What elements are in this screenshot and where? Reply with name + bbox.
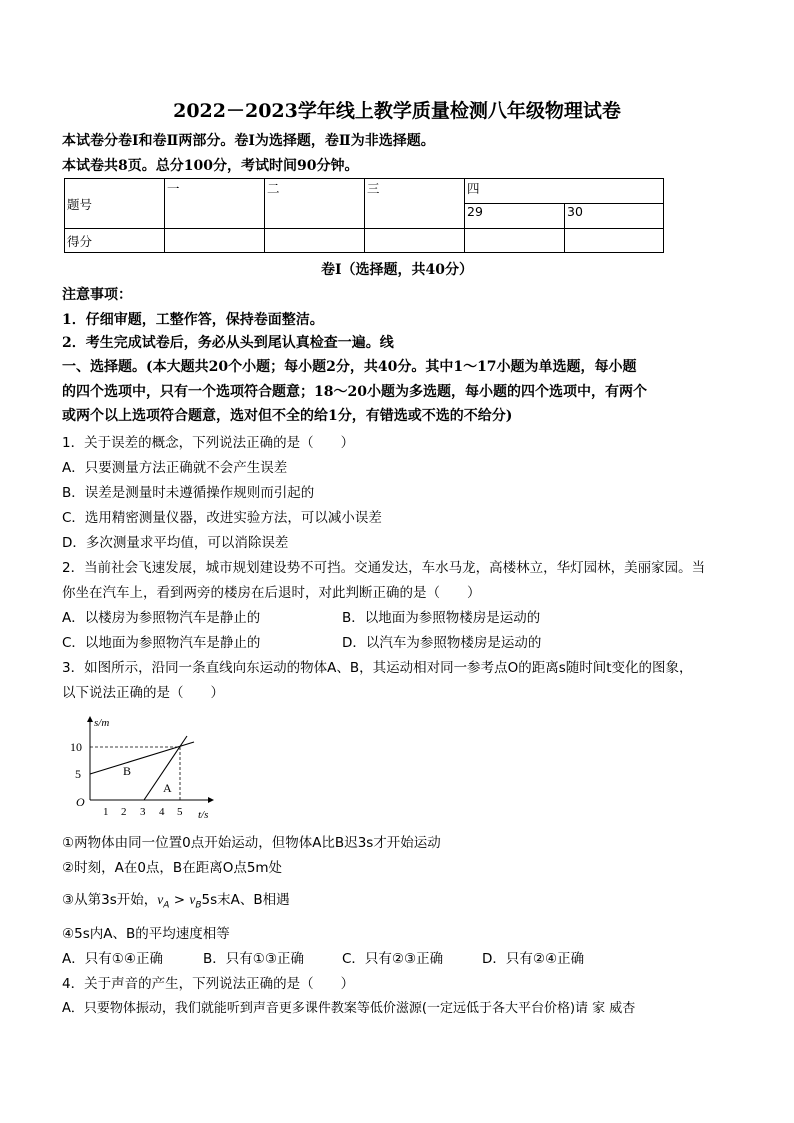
- q2-option-d: D．以汽车为参照物楼房是运动的: [342, 635, 542, 651]
- q3-s3-prefix: ③从第3s开始，: [62, 892, 158, 908]
- score-table-header-score: 得分: [65, 229, 165, 253]
- score-cell-3: [365, 229, 465, 253]
- score-table-col-1: 一: [165, 179, 265, 229]
- graph-label-a: A: [163, 781, 172, 795]
- q4-option-a: A．只要物体振动，我们就能听到声音更多课件教案等低价滋源(一定远低于各大平台价格)请 家 威杏: [62, 1001, 636, 1016]
- notes-title: 注意事项：: [62, 287, 132, 303]
- graph-x-arrow: [208, 797, 214, 803]
- score-cell-2: [265, 229, 365, 253]
- graph-x-tick-1: 1: [103, 806, 109, 818]
- graph-y-tick-10: 10: [70, 740, 82, 754]
- score-table-col-4: 四: [465, 179, 664, 204]
- q2-option-c: C．以地面为参照物汽车是静止的: [62, 635, 261, 651]
- score-table: [64, 178, 664, 253]
- score-table-col-4a: 29: [465, 204, 565, 229]
- section1-line-2: 的四个选项中，只有一个选项符合题意；18～20小题为多选题，每小题的四个选项中，有两个: [62, 384, 647, 400]
- q1-option-c: C．选用精密测量仪器，改进实验方法，可以减小误差: [62, 510, 382, 526]
- q2-stem-line-2: 你坐在汽车上，看到两旁的楼房在后退时，对此判断正确的是（ ）: [62, 585, 481, 601]
- score-table-col-2: 二: [265, 179, 365, 229]
- q3-statement-1: ①两物体由同一位置0点开始运动，但物体A比B迟3s才开始运动: [62, 835, 441, 851]
- q2-stem-line-1: 2．当前社会飞速发展，城市规划建设势不可挡。交通发达，车水马龙，高楼林立，华灯园林，美丽家园。当: [62, 560, 706, 576]
- note-1: 1．仔细审题，工整作答，保持卷面整洁。: [62, 312, 324, 328]
- q3-stem-line-1: 3．如图所示，沿同一条直线向东运动的物体A、B，其运动相对同一参考点O的距离s随时间t变化的图象，: [62, 660, 693, 676]
- section1-line-3: 或两个以上选项符合题意，选对但不全的给1分，有错选或不选的不给分): [62, 408, 513, 424]
- graph-y-tick-5: 5: [75, 767, 81, 781]
- score-table-col-4b: 30: [565, 204, 664, 229]
- q3-motion-graph: [70, 712, 220, 824]
- graph-x-label: t/s: [198, 809, 209, 821]
- graph-origin: O: [76, 795, 85, 809]
- q1-option-b: B．误差是测量时未遵循操作规则而引起的: [62, 485, 315, 501]
- score-cell-1: [165, 229, 265, 253]
- graph-x-tick-4: 4: [159, 806, 165, 818]
- q3-s3-va-sub: A: [163, 900, 170, 911]
- q1-option-d: D．多次测量求平均值，可以消除误差: [62, 535, 289, 551]
- q3-statement-4: ④5s内A、B的平均速度相等: [62, 926, 230, 942]
- q2-option-b: B．以地面为参照物楼房是运动的: [342, 610, 541, 626]
- graph-y-label: s/m: [94, 717, 110, 729]
- volume-title: 卷Ⅰ（选择题，共40分）: [320, 262, 474, 278]
- intro-line-1: 本试卷分卷Ⅰ和卷Ⅱ两部分。卷Ⅰ为选择题，卷Ⅱ为非选择题。: [62, 133, 435, 149]
- q3-s3-gt: >: [169, 892, 190, 908]
- graph-label-b: B: [123, 764, 132, 778]
- q3-statement-3: [62, 890, 290, 916]
- q3-option-a: A．只有①④正确: [62, 951, 163, 967]
- q1-option-a: A．只要测量方法正确就不会产生误差: [62, 460, 288, 476]
- graph-x-tick-2: 2: [121, 806, 127, 818]
- intro-line-2: 本试卷共8页。总分100分，考试时间90分钟。: [62, 158, 359, 174]
- q3-s3-va: v: [157, 892, 164, 907]
- q3-s3-vb: v: [189, 892, 196, 907]
- q1-stem: 1．关于误差的概念，下列说法正确的是（ ）: [62, 435, 355, 451]
- graph-x-tick-5: 5: [177, 806, 183, 818]
- graph-x-tick-3: 3: [140, 806, 146, 818]
- score-cell-4b: [565, 229, 664, 253]
- note-2: 2．考生完成试卷后，务必从头到尾认真检查一遍。线: [62, 335, 394, 351]
- score-table-col-3: 三: [365, 179, 465, 229]
- score-cell-4a: [465, 229, 565, 253]
- q3-s3-vb-sub: B: [195, 900, 202, 911]
- section1-line-1: 一、选择题。(本大题共20个小题；每小题2分，共40分。其中1～17小题为单选题，每小题: [62, 359, 637, 375]
- exam-title: 2022－2023学年线上教学质量检测八年级物理试卷: [173, 100, 621, 122]
- score-table-header-number: 题号: [65, 179, 165, 229]
- q3-option-c: C．只有②③正确: [342, 951, 444, 967]
- graph-y-arrow: [87, 716, 93, 722]
- q4-stem: 4．关于声音的产生，下列说法正确的是（ ）: [62, 976, 355, 992]
- q3-option-b: B．只有①③正确: [203, 951, 304, 967]
- q3-statement-2: ②时刻，A在0点，B在距离O点5m处: [62, 860, 283, 876]
- q3-s3-suffix: 5s末A、B相遇: [201, 892, 290, 908]
- q2-option-a: A．以楼房为参照物汽车是静止的: [62, 610, 261, 626]
- q3-stem-line-2: 以下说法正确的是（ ）: [62, 685, 224, 701]
- q3-option-d: D．只有②④正确: [482, 951, 585, 967]
